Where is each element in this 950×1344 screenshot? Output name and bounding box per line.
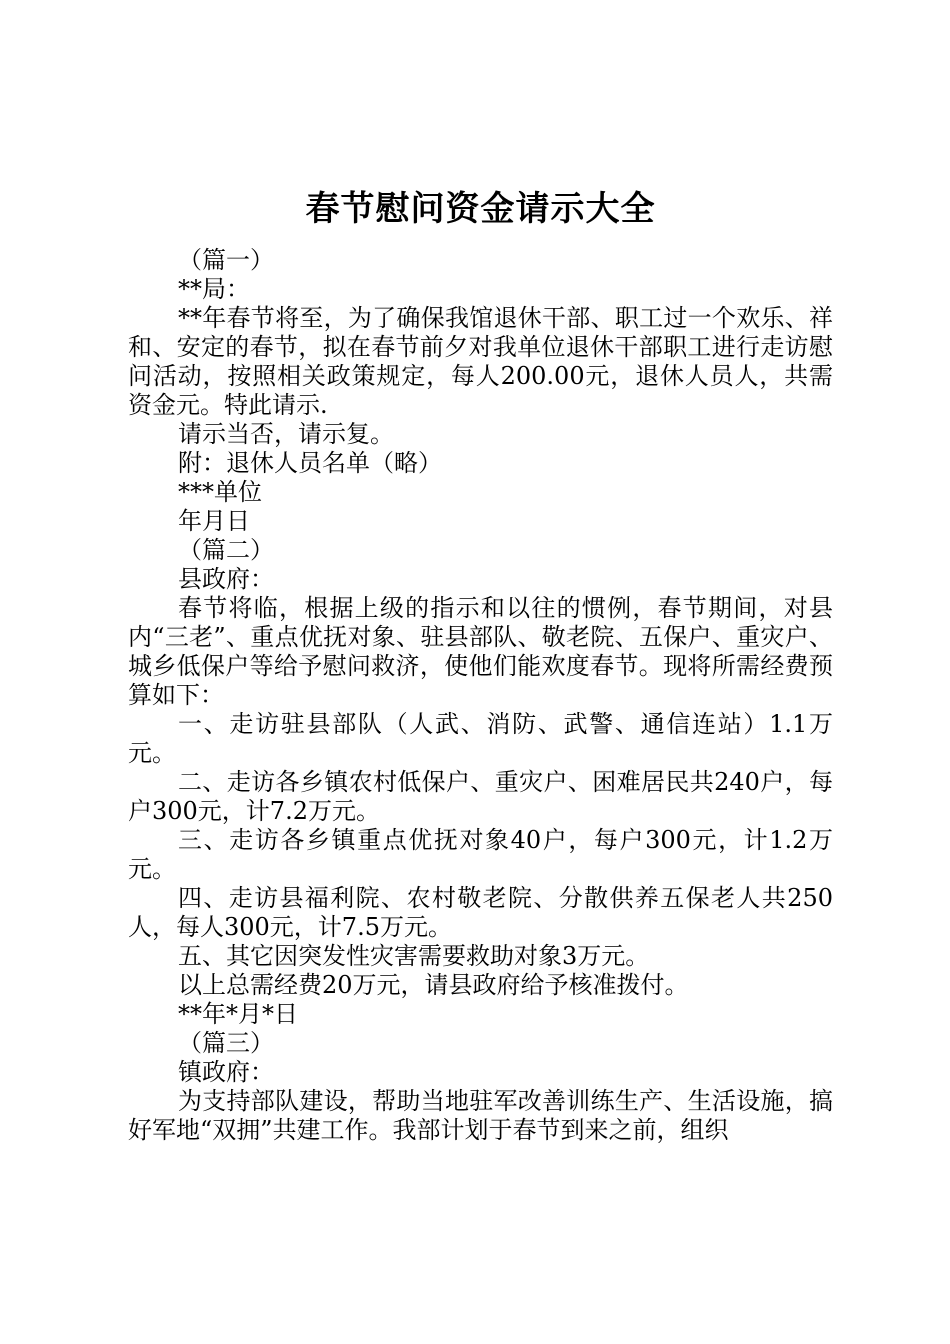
document-page	[128, 186, 833, 1145]
signature-unit: ***单位	[178, 478, 262, 506]
section-heading-1: （篇一）	[178, 246, 274, 274]
section-heading-3: （篇三）	[178, 1029, 274, 1057]
closing-line: 请示当否，请示复。	[178, 420, 394, 448]
section-heading-2: （篇二）	[178, 536, 274, 564]
date-line: 年月日	[178, 507, 250, 535]
body-paragraph: 为支持部队建设，帮助当地驻军改善训练生产、生活设施，搞好军地“双拥”共建工作。我部计划于春节到来之前，组织	[128, 1087, 833, 1144]
date-line: **年*月*日	[178, 1000, 298, 1028]
body-paragraph: 春节将临，根据上级的指示和以往的惯例，春节期间，对县内“三老”、重点优抚对象、驻县部队、敬老院、五保户、重灾户、城乡低保户等给予慰问救济，使他们能欢度春节。现将所需经费预算如下：	[128, 594, 833, 709]
recipient-line: **局：	[178, 275, 250, 303]
budget-item-2: 二、走访各乡镇农村低保户、重灾户、困难居民共240户，每户300元，计7.2万元。	[128, 768, 833, 825]
body-paragraph: **年春节将至，为了确保我馆退休干部、职工过一个欢乐、祥和、安定的春节，拟在春节前夕对我单位退休干部职工进行走访慰问活动，按照相关政策规定，每人200.00元，退休人员人，共需资金元。特此请示.	[128, 304, 833, 419]
recipient-line: 镇政府：	[178, 1058, 274, 1086]
budget-item-5: 五、其它因突发性灾害需要救助对象3万元。	[178, 942, 650, 970]
attachment-line: 附：退休人员名单（略）	[178, 449, 442, 477]
budget-item-3: 三、走访各乡镇重点优抚对象40户，每户300元，计1.2万元。	[128, 826, 833, 883]
recipient-line: 县政府：	[178, 565, 274, 593]
budget-item-1: 一、走访驻县部队（人武、消防、武警、通信连站）1.1万元。	[128, 710, 833, 767]
document-title: 春节慰问资金请示大全	[305, 189, 656, 229]
budget-total: 以上总需经费20万元，请县政府给予核准拨付。	[178, 971, 689, 999]
budget-item-4: 四、走访县福利院、农村敬老院、分散供养五保老人共250人，每人300元，计7.5万元。	[128, 884, 833, 941]
